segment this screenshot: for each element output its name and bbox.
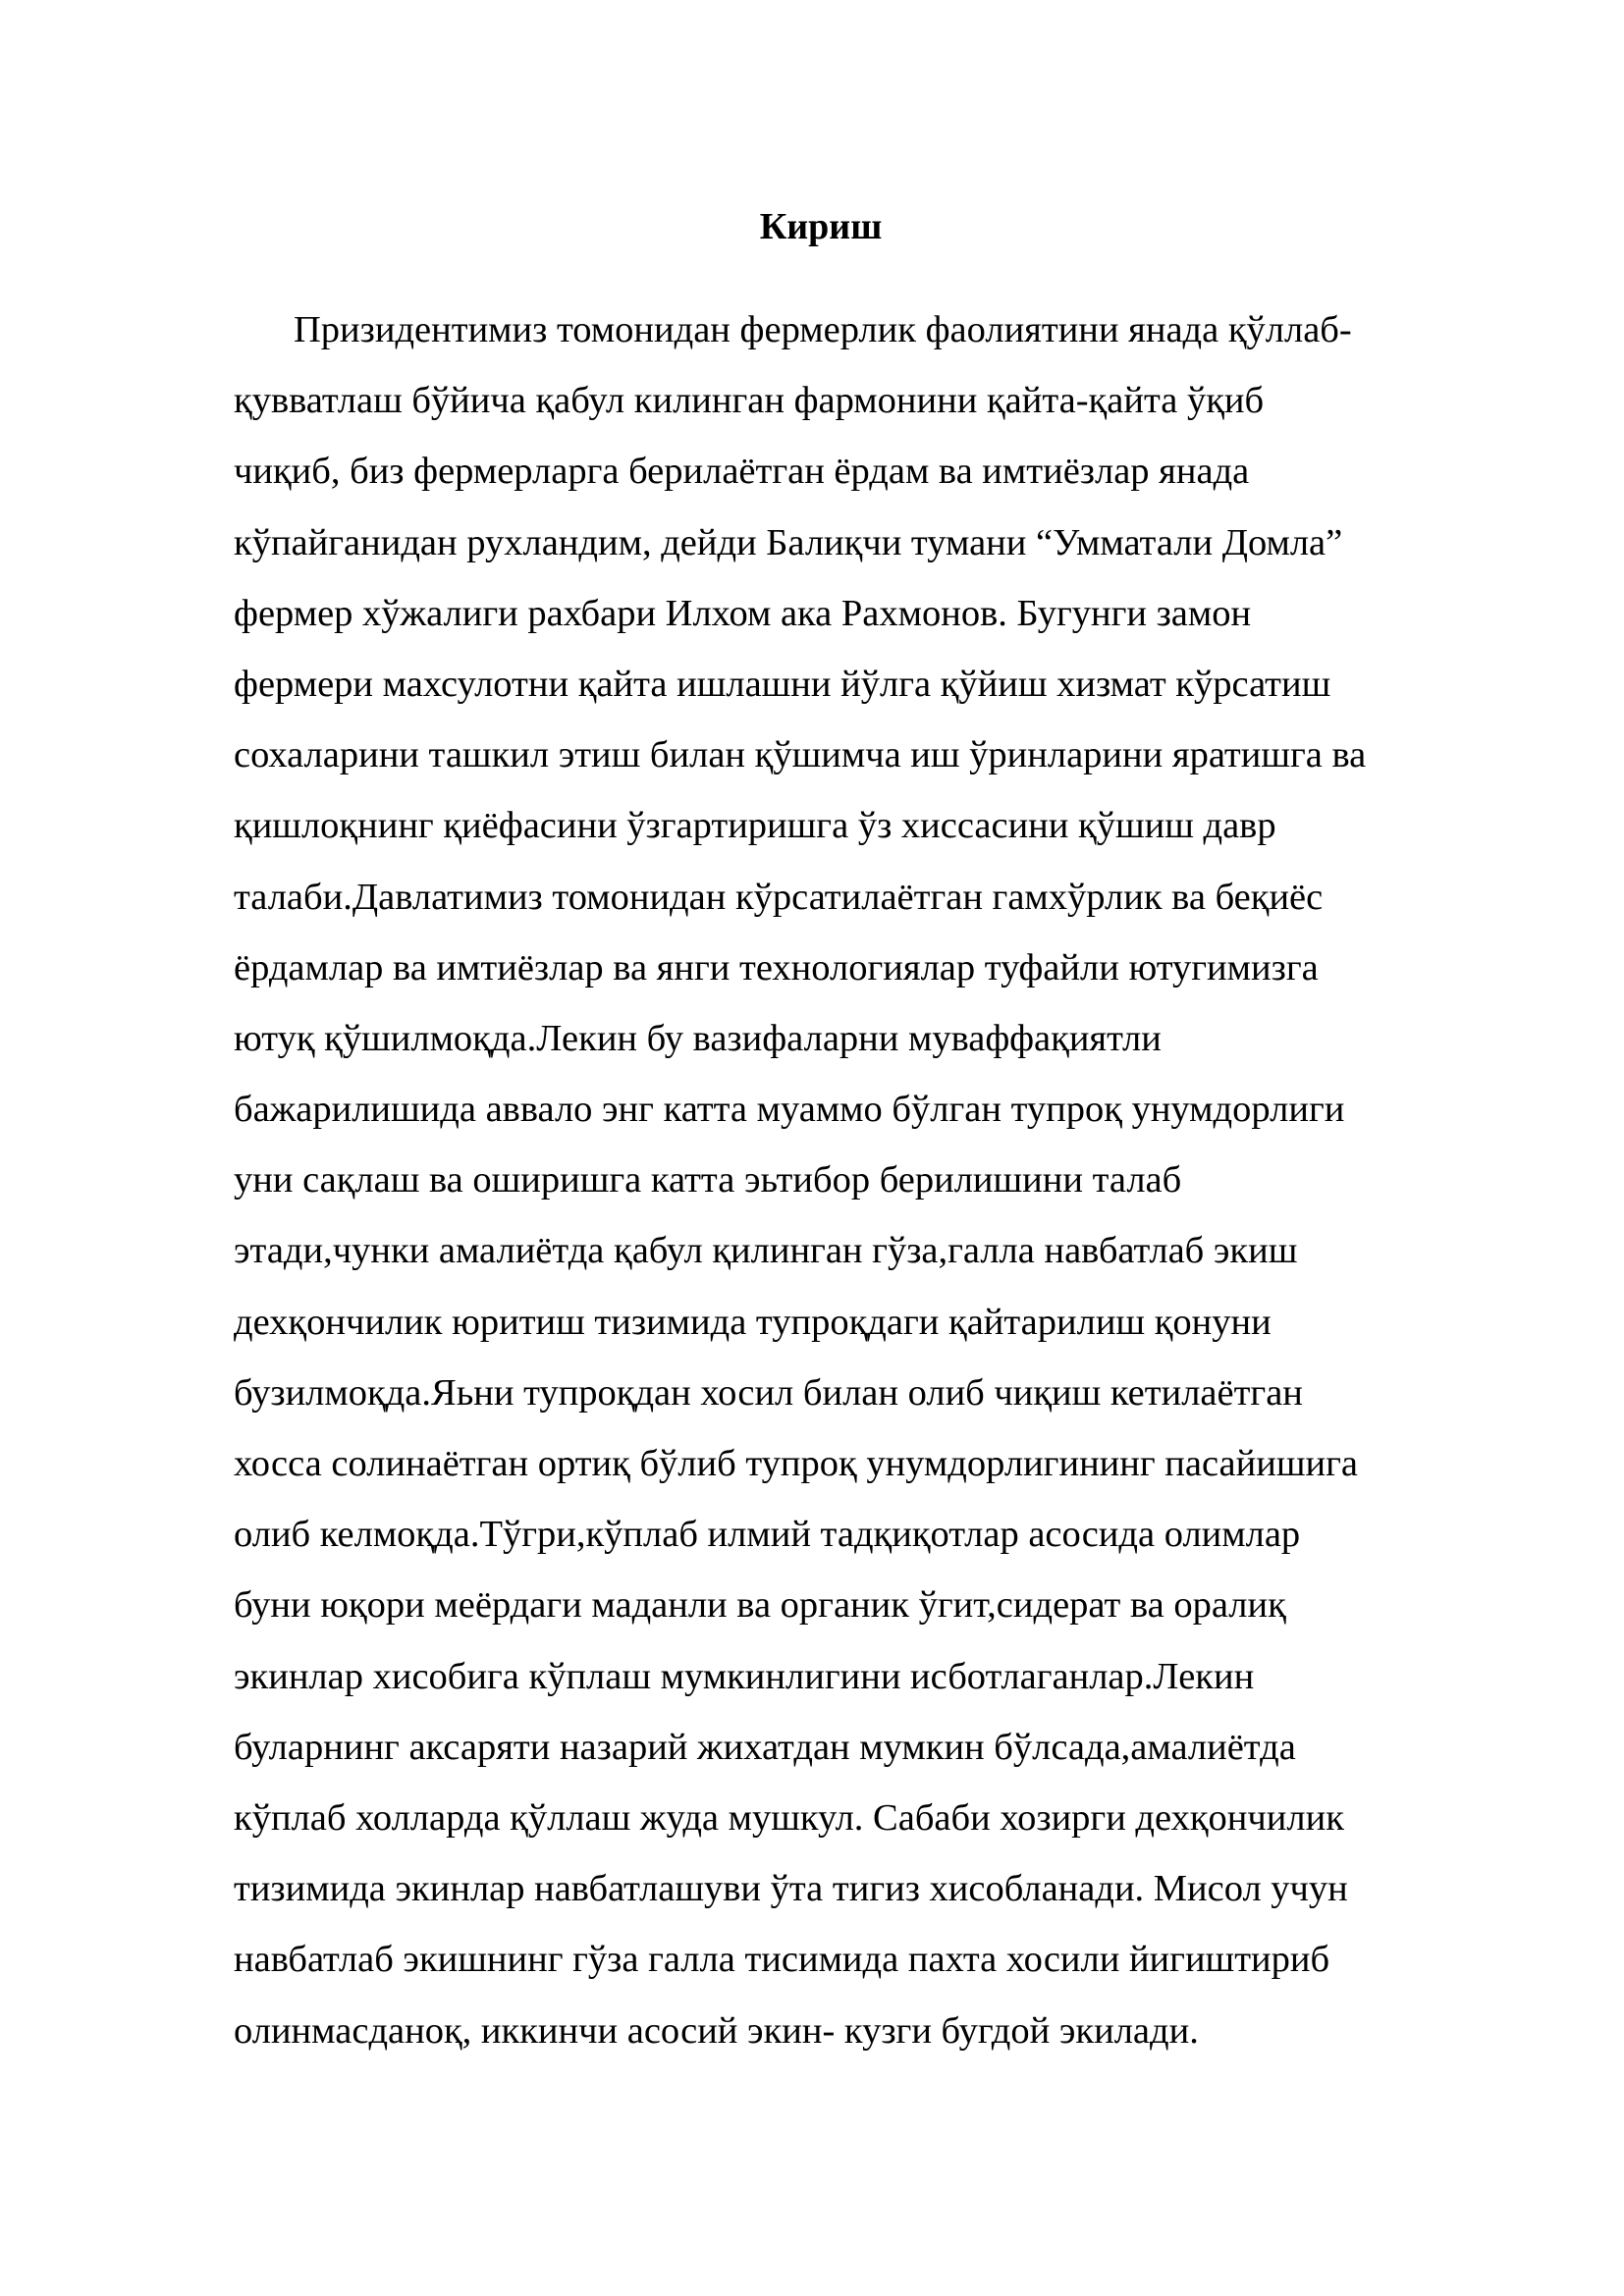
paragraph-line: қувватлаш бўйича қабул килинган фармонини қайта-қайта ўқиб [234, 380, 1265, 422]
paragraph-line: сохаларини ташкил этиш билан қўшимча иш ўринларини яратишга ва [234, 734, 1367, 776]
paragraph-line: хосса солинаётган ортиқ бўлиб тупроқ унумдорлигининг пасайишига [234, 1443, 1358, 1484]
paragraph-line: олинмасданоқ, иккинчи асосий экин- кузги бугдой экилади. [234, 2009, 1199, 2052]
paragraph-line: олиб келмоқда.Тўгри,кўплаб илмий тадқиқотлар асосида олимлар [234, 1514, 1301, 1556]
paragraph-line: қишлоқнинг қиёфасини ўзгартиришга ўз хиссасини қўшиш давр [234, 805, 1276, 847]
page-title: Кириш [759, 206, 883, 247]
paragraph-line: чиқиб, биз фермерларга берилаётган ёрдам ва имтиёзлар янада [234, 451, 1250, 493]
paragraph-line: этади,чунки амалиётда қабул қилинган гўза,галла навбатлаб экиш [234, 1230, 1298, 1272]
paragraph-line: кўпайганидан рухландим, дейди Балиқчи тумани “Умматали Домла” [234, 521, 1343, 563]
paragraph-line: Призидентимиз томонидан фермерлик фаолиятини янада қўллаб- [294, 309, 1352, 350]
paragraph-line: уни сақлаш ва оширишга катта эьтибор берилишини талаб [234, 1159, 1182, 1201]
paragraph-line: ёрдамлар ва имтиёзлар ва янги технологиялар туфайли ютугимизга [234, 946, 1319, 988]
paragraph-line: ютуқ қўшилмоқда.Лекин бу вазифаларни муваффақиятли [234, 1017, 1162, 1059]
paragraph-line: талаби.Давлатимиз томонидан кўрсатилаётган гамхўрлик ва беқиёс [234, 876, 1324, 918]
paragraph-line: фермер хўжалиги рахбари Илхом ака Рахмонов. Бугунги замон [234, 592, 1252, 634]
paragraph-line: бажарилишида аввало энг катта муаммо бўлган тупроқ унумдорлиги [234, 1089, 1345, 1131]
paragraph-line: экинлар хисобига кўплаш мумкинлигини исботлаганлар.Лекин [234, 1655, 1255, 1697]
paragraph-line: тизимида экинлар навбатлашуви ўта тигиз хисобланади. Мисол учун [234, 1868, 1348, 1910]
paragraph-line: кўплаб холларда қўллаш жуда мушкул. Сабаби хозирги дехқончилик [234, 1796, 1344, 1839]
paragraph-line: дехқончилик юритиш тизимида тупроқдаги қайтарилиш қонуни [234, 1301, 1272, 1343]
paragraph-line: буларнинг аксаряти назарий жихатдан мумкин бўлсада,амалиётда [234, 1726, 1296, 1768]
paragraph-line: бузилмоқда.Яьни тупроқдан хосил билан олиб чиқиш кетилаётган [234, 1371, 1303, 1414]
paragraph-line: фермери махсулотни қайта ишлашни йўлга қўйиш хизмат кўрсатиш [234, 663, 1331, 705]
body-paragraph [234, 294, 1490, 2066]
paragraph-line: навбатлаб экишнинг гўза галла тисимида пахта хосили йигиштириб [234, 1939, 1330, 1981]
paragraph-line: буни юқори меёрдаги маданли ва органик ўгит,сидерат ва оралиқ [234, 1584, 1286, 1627]
